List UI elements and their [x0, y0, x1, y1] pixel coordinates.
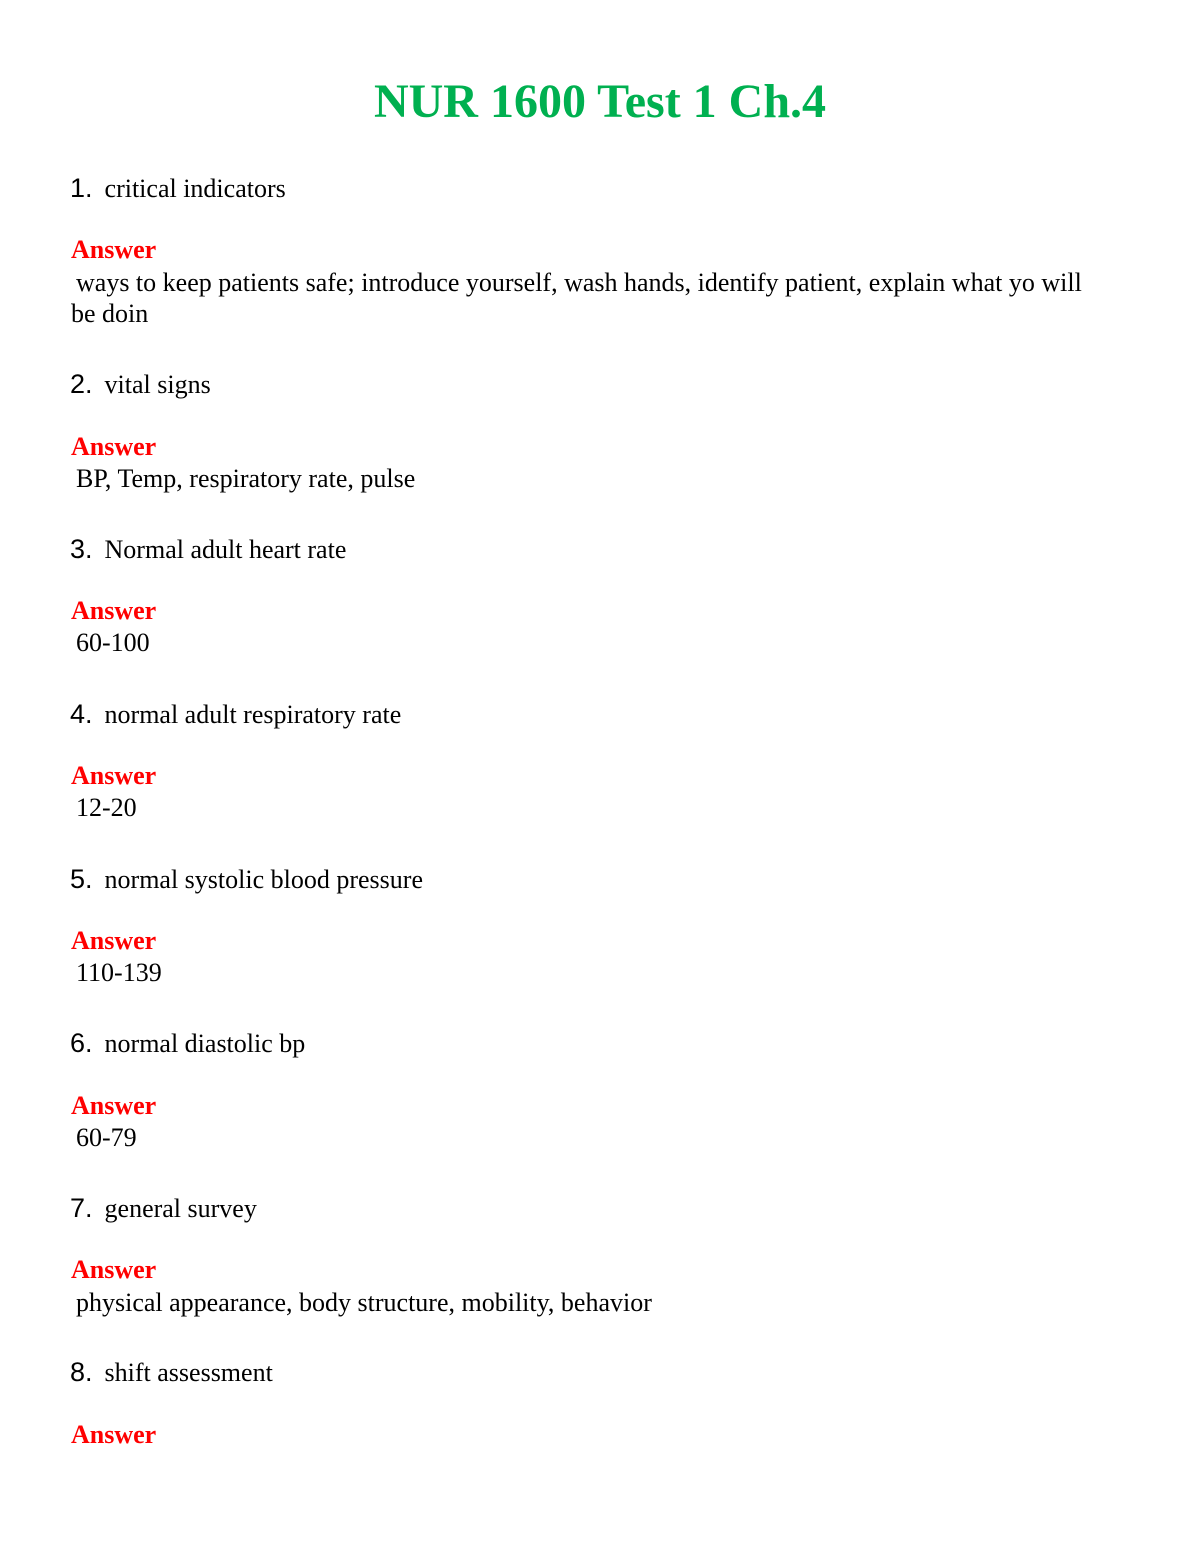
question-5: [70, 862, 423, 896]
answer-text: ways to keep patients safe; introduce yourself, wash hands, identify patient, explain what yo will be doin: [71, 268, 1082, 328]
answer-text: 60-100: [76, 628, 150, 657]
question-text: Normal adult heart rate: [104, 535, 347, 564]
page-title: NUR 1600 Test 1 Ch.4: [373, 75, 827, 128]
answer-label: Answer: [71, 235, 157, 264]
answer-text: 12-20: [76, 793, 137, 822]
question-text: general survey: [104, 1194, 257, 1223]
question-number: 4.: [70, 699, 93, 729]
question-text: vital signs: [104, 370, 211, 399]
question-number: 5.: [70, 864, 93, 894]
question-text: critical indicators: [104, 174, 286, 203]
question-text: shift assessment: [104, 1358, 273, 1387]
question-6: [70, 1026, 305, 1060]
answer-label: Answer: [71, 1091, 157, 1120]
question-3: [70, 532, 346, 566]
question-1: [70, 171, 286, 205]
answer-text: physical appearance, body structure, mobility, behavior: [76, 1288, 652, 1317]
question-number: 1.: [70, 173, 93, 203]
answer-label: Answer: [71, 926, 157, 955]
question-number: 3.: [70, 534, 93, 564]
question-text: normal diastolic bp: [104, 1029, 306, 1058]
answer-text: BP, Temp, respiratory rate, pulse: [76, 464, 416, 493]
question-2: [70, 367, 211, 401]
answer-label: Answer: [71, 596, 157, 625]
answer-label: Answer: [71, 761, 157, 790]
answer-label: Answer: [71, 1255, 157, 1284]
answer-label: Answer: [71, 432, 157, 461]
question-4: [70, 697, 401, 731]
question-text: normal systolic blood pressure: [104, 865, 423, 894]
answer-label: Answer: [71, 1420, 157, 1449]
question-number: 7.: [70, 1193, 93, 1223]
question-8: [70, 1355, 273, 1389]
answer-text: 60-79: [76, 1123, 137, 1152]
question-text: normal adult respiratory rate: [104, 700, 402, 729]
question-number: 8.: [70, 1357, 93, 1387]
question-number: 2.: [70, 369, 93, 399]
answer-text: 110-139: [76, 958, 162, 987]
question-7: [70, 1191, 257, 1225]
question-number: 6.: [70, 1028, 93, 1058]
